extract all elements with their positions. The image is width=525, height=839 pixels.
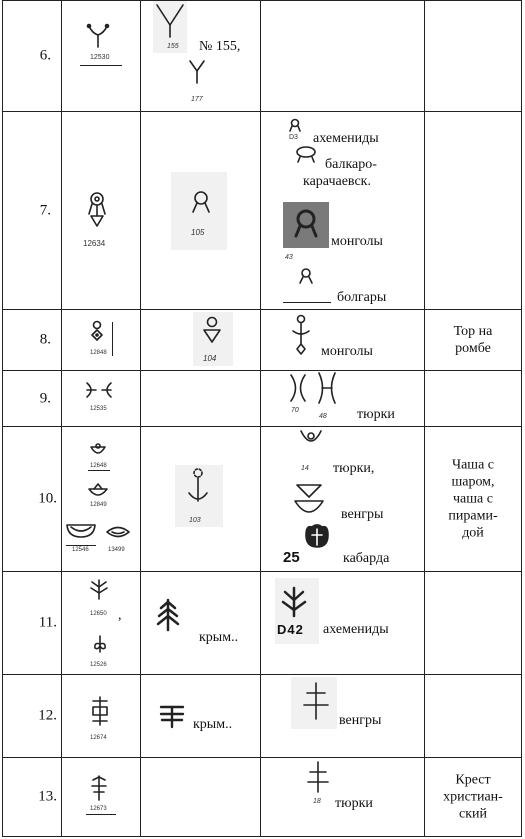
parallels-cell — [261, 371, 425, 426]
catalog-code: 12546 — [72, 547, 89, 553]
catalog-code: 12848 — [90, 350, 107, 356]
row-number: 7. — [39, 202, 51, 218]
bowl-with-pyramid-sign-icon — [88, 483, 108, 497]
description-cell — [425, 371, 521, 426]
analogue-label: крым.. — [193, 717, 233, 732]
sign-code: 155 — [167, 43, 179, 50]
tree-sign-icon — [281, 586, 307, 618]
parallel-code: 70 — [291, 407, 299, 414]
catalog-code: 12526 — [90, 662, 107, 668]
description-cell — [425, 310, 521, 370]
sprout-sign-icon — [92, 634, 108, 654]
underline — [80, 65, 122, 66]
parallel-code: 18 — [313, 798, 321, 805]
catalog-code: 12849 — [90, 502, 107, 508]
sign-cell-catalog — [62, 675, 141, 757]
catalog-code: 12650 — [90, 611, 107, 617]
row-number: 11. — [38, 614, 57, 631]
bowl-with-ball-sign-icon — [299, 429, 323, 443]
description-cell — [425, 758, 521, 836]
parallels-cell — [261, 572, 425, 674]
sign-cell-analogue — [141, 758, 261, 836]
sign-cell-analogue — [141, 427, 261, 571]
sign-cell-analogue — [141, 572, 261, 674]
parallel-label: ахемениды — [323, 622, 389, 637]
underline — [88, 470, 110, 471]
catalog-code: 12648 — [90, 463, 107, 469]
circle-on-rhombus-sign-icon — [201, 316, 223, 346]
row-number: 10. — [38, 490, 57, 507]
row-number-cell — [3, 112, 62, 309]
catalog-code: 12674 — [90, 735, 107, 741]
description-cell — [425, 1, 521, 111]
description-cell — [425, 675, 521, 757]
ring-loop-sign-icon — [191, 190, 211, 216]
sign-description: Тор на ромбе — [453, 324, 493, 356]
triple-bar-sign-icon — [159, 703, 185, 729]
table-row-10 — [2, 427, 522, 572]
double-bracket-sign-icon — [287, 373, 309, 403]
bowl-with-pyramid-sign-icon — [303, 523, 331, 551]
parallel-label: монголы — [321, 344, 373, 359]
parallels-cell — [261, 758, 425, 836]
sign-cell-catalog — [62, 758, 141, 836]
anchor-rhombus-sign-icon — [287, 314, 315, 360]
tree-sign-icon — [88, 578, 110, 600]
opposed-brackets-sign-icon — [84, 381, 114, 399]
loop-sign-icon — [289, 118, 301, 132]
underline — [66, 545, 96, 546]
catalog-code: 13499 — [108, 547, 125, 553]
fir-tree-sign-icon — [155, 598, 181, 632]
y-sign-icon — [155, 3, 185, 39]
table-row-11 — [2, 572, 522, 675]
row-number-cell — [3, 758, 62, 836]
parallels-cell — [261, 675, 425, 757]
sign-cell-catalog — [62, 371, 141, 426]
row-number: 12. — [38, 707, 57, 724]
sign-description: Крест христиан-ский — [443, 772, 503, 822]
parallel-label: кабарда — [343, 551, 390, 566]
eye-sign-icon — [106, 525, 130, 539]
sign-description: Чаша с шаром, чаша с пирами-дой — [448, 457, 498, 541]
catalog-code: 12530 — [90, 54, 110, 61]
parallel-label: тюрки, — [333, 461, 375, 476]
sign-cell-analogue — [141, 371, 261, 426]
small-y-sign-icon — [187, 59, 207, 85]
row-number-cell — [3, 1, 62, 111]
row-number-cell — [3, 675, 62, 757]
parallel-code: 43 — [285, 254, 293, 261]
description-cell — [425, 112, 521, 309]
parallel-label: венгры — [341, 507, 384, 522]
parallel-label: тюрки — [357, 407, 395, 422]
sign-cell-catalog — [62, 572, 141, 674]
table-row-9 — [2, 371, 522, 427]
bowl-sign-icon — [66, 523, 96, 539]
sign-cell-analogue — [141, 112, 261, 309]
bowl-with-pyramid-sign-icon — [293, 479, 325, 519]
oval-loop-sign-icon — [295, 146, 317, 164]
row-number-cell — [3, 371, 62, 426]
table-row-12 — [2, 675, 522, 758]
ring-pendant-sign-icon — [86, 190, 108, 230]
table-row-13 — [2, 758, 522, 837]
parallel-label: ахемениды — [313, 131, 379, 146]
parallels-cell — [261, 112, 425, 309]
description-cell — [425, 572, 521, 674]
separator: , — [118, 608, 122, 623]
sign-cell-catalog — [62, 1, 141, 111]
sign-cell-analogue — [141, 675, 261, 757]
table-row-7 — [2, 112, 522, 310]
sign-cell-analogue — [141, 310, 261, 370]
parallel-label: болгары — [337, 290, 387, 305]
sign-code: 103 — [189, 517, 201, 524]
parallel-label: балкаро- — [325, 157, 377, 172]
bowl-with-ball-sign-icon — [90, 443, 106, 455]
sign-cell-catalog — [62, 427, 141, 571]
parallel-code: 25 — [283, 549, 300, 566]
parallel-code: 48 — [319, 413, 327, 420]
parallel-label: тюрки — [335, 796, 373, 811]
underline — [86, 814, 116, 815]
parallels-cell — [261, 427, 425, 571]
sign-code: 177 — [191, 96, 203, 103]
catalog-code: 12535 — [90, 406, 107, 412]
row-number-cell — [3, 572, 62, 674]
parallel-label: карачаевск. — [303, 174, 371, 189]
description-cell — [425, 427, 521, 571]
ring-loop-sign-icon — [293, 208, 319, 240]
loop-sign-icon — [299, 268, 313, 284]
sign-code: 105 — [191, 228, 205, 237]
parallel-code: D42 — [277, 622, 304, 637]
parallel-code: 14 — [301, 465, 309, 472]
anchor-with-ball-sign-icon — [185, 467, 211, 507]
sign-cell-analogue — [141, 1, 261, 111]
fork-sign-icon — [86, 23, 110, 49]
h-bracket-sign-icon — [313, 371, 341, 405]
table-row-8 — [2, 310, 522, 371]
analogue-label: крым.. — [199, 630, 239, 645]
underline — [283, 302, 331, 303]
sign-number-text: № 155, — [199, 39, 241, 54]
row-number-cell — [3, 310, 62, 370]
parallel-code: D3 — [289, 134, 298, 141]
sign-cell-catalog — [62, 112, 141, 309]
pillar-sign-icon — [90, 695, 110, 727]
parallels-cell — [261, 310, 425, 370]
sign-code: 104 — [203, 354, 217, 363]
parallel-label: венгры — [339, 713, 382, 728]
double-cross-sign-icon — [305, 760, 331, 794]
catalog-code: 12673 — [90, 806, 107, 812]
row-number: 8. — [39, 331, 51, 348]
table-row-6 — [2, 0, 522, 112]
row-number: 13. — [38, 788, 57, 805]
catalog-code: 12634 — [83, 239, 106, 248]
circle-on-rhombus-sign-icon — [90, 320, 104, 346]
parallel-label: монголы — [331, 234, 383, 249]
row-number: 9. — [39, 390, 51, 406]
row-number: 6. — [39, 47, 51, 64]
sign-cell-catalog — [62, 310, 141, 370]
row-number-cell — [3, 427, 62, 571]
double-cross-sign-icon — [301, 681, 331, 721]
parallels-cell — [261, 1, 425, 111]
vertical-bar — [112, 322, 113, 356]
cross-sign-icon — [90, 774, 108, 802]
